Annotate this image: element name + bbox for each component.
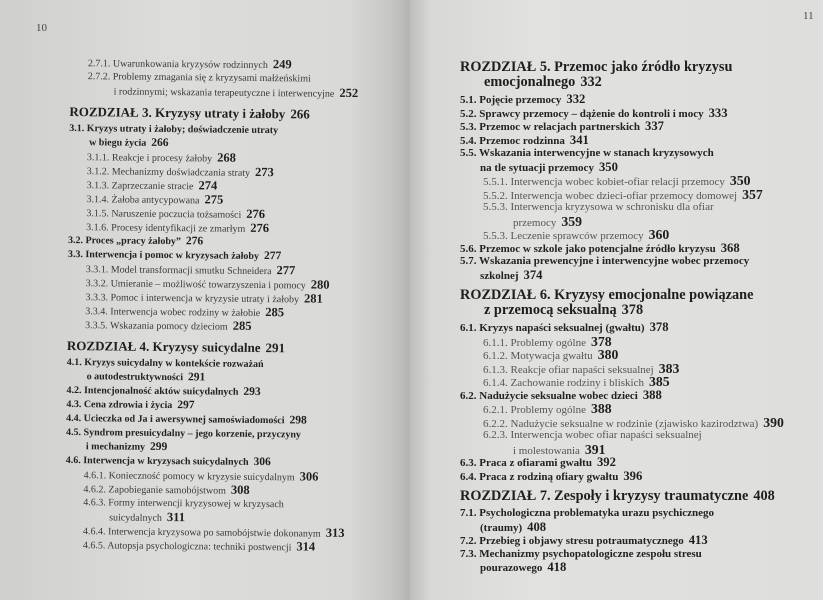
toc-line <box>460 255 784 269</box>
toc-entry-title: 4.4. Ucieczka od Ja i awersywnej samoświadomości <box>66 412 285 427</box>
toc-page-number: 408 <box>527 519 547 534</box>
toc-entry-title: (traumy) <box>480 521 523 534</box>
toc-entry-title: z przemocą seksualną <box>484 302 617 318</box>
toc-line <box>460 321 784 335</box>
toc-entry-title: ROZDZIAŁ 4. Kryzysy suicydalne <box>66 337 261 356</box>
toc-page-number: 274 <box>198 178 218 193</box>
toc-line <box>460 534 784 548</box>
toc-line <box>85 318 356 335</box>
toc-line <box>460 107 784 121</box>
toc-line <box>460 470 784 484</box>
toc-entry-title: 3.1.1. Reakcje i procesy żałoby <box>86 152 213 165</box>
toc-entry-title: 3.3. Interwencja i pomoc w kryzysach żałoby <box>67 248 260 262</box>
toc-page-number: 332 <box>580 74 602 90</box>
toc-page-number: 311 <box>166 510 186 525</box>
toc-page-number: 368 <box>720 240 740 255</box>
toc-line <box>460 548 784 562</box>
toc-line <box>483 443 784 457</box>
toc-entry-section <box>460 147 784 174</box>
right-page <box>410 0 823 600</box>
toc-entry-title: 2.7.2. Problemy zmagania się z kryzysami małżeńskimi <box>87 71 311 85</box>
toc-entry-title: 3.2. Proces „pracy żałoby” <box>68 234 181 248</box>
page-number-right: 11 <box>803 10 814 22</box>
toc-entry-section <box>460 507 784 534</box>
toc-entry-title: 7.3. Mechanizmy psychopatologiczne zespołu stresu <box>460 547 702 560</box>
toc-entry-title: 4.6.3. Formy interwencji kryzysowej w kryzysach <box>83 497 284 511</box>
toc-entry-title: 6.2.3. Interwencja wobec ofiar napaści seksualnej <box>483 429 702 441</box>
toc-entry-title: 6.1.1. Problemy ogólne <box>483 336 586 349</box>
toc-entry-title: przemocy <box>513 216 557 229</box>
toc-page-number: 396 <box>623 468 643 483</box>
toc-line <box>483 375 784 389</box>
toc-entry-sub <box>460 416 784 430</box>
toc-line <box>460 60 784 75</box>
toc-page-number: 306 <box>253 455 271 469</box>
toc-entry-section <box>460 321 784 335</box>
toc-entry-sub <box>460 429 784 456</box>
toc-page-number: 252 <box>339 85 359 101</box>
toc-entry-title: 3.1.2. Mechanizmy doświadczania straty <box>86 166 251 179</box>
toc-entry-title: na tle sytuacji przemocy <box>480 161 594 174</box>
toc-line <box>460 147 784 161</box>
toc-entry-sub <box>460 228 784 242</box>
toc-page-number: 333 <box>708 105 728 120</box>
toc-line <box>460 561 784 575</box>
toc-page-number: 378 <box>649 320 669 334</box>
toc-page-number: 392 <box>596 455 616 469</box>
toc-entry-title: 4.6.4. Interwencja kryzysowa po samobójstwie dokonanym <box>82 526 321 540</box>
toc-line <box>460 288 784 303</box>
toc-line <box>460 75 784 90</box>
toc-entry-sub <box>460 188 784 202</box>
toc-entry-title: emocjonalnego <box>484 74 576 90</box>
toc-entry-section <box>460 93 784 107</box>
toc-page-number: 388 <box>590 401 612 416</box>
toc-entry-title: 5.5.2. Interwencja wobec dzieci-ofiar przemocy domowej <box>483 189 738 202</box>
toc-page-number: 408 <box>753 488 775 504</box>
toc-entry-sub <box>460 402 784 416</box>
toc-page-number: 350 <box>598 159 618 174</box>
toc-page-number: 268 <box>217 150 237 165</box>
toc-entry-title: 4.3. Cena zdrowia i życia <box>66 398 173 412</box>
toc-page-number: 418 <box>547 560 567 574</box>
toc-entry-title: 3.1.4. Żałoba antycypowana <box>86 194 200 207</box>
toc-entry-title: i rodzinnymi; wskazania terapeutyczne i interwencyjne <box>113 86 335 100</box>
toc-entry-title: 3.3.4. Interwencja wobec rodziny w żałobie <box>85 306 261 320</box>
toc-line <box>460 134 784 148</box>
toc-line <box>483 201 784 215</box>
toc-page-number: 314 <box>296 539 316 554</box>
toc-page-number: 359 <box>561 213 582 229</box>
toc-entry-sub <box>460 201 784 228</box>
toc-line <box>460 269 784 283</box>
toc-page-number: 266 <box>151 136 169 150</box>
toc-entry-title: ROZDZIAŁ 6. Kryzysy emocjonalne powiązane <box>460 287 754 303</box>
toc-page-number: 285 <box>232 318 252 333</box>
toc-line <box>460 521 784 535</box>
toc-page-number: 277 <box>263 250 282 263</box>
toc-line <box>460 93 784 107</box>
toc-entry-section <box>69 122 358 153</box>
toc-page-number: 380 <box>597 347 619 362</box>
toc-entry-title: 5.5. Wskazania interwencyjne w stanach kryzysowych <box>460 147 714 159</box>
left-page <box>0 0 410 600</box>
toc-entry-title: 4.5. Syndrom presuicydalny – jego korzenie, przyczyny <box>65 426 302 441</box>
toc-entry-chapter <box>460 288 784 318</box>
toc-page-number: 313 <box>325 525 345 540</box>
toc-page-number: 306 <box>299 469 319 484</box>
toc-entry-title: 5.5.3. Interwencja kryzysowa w schronisku dla ofiar <box>483 201 714 213</box>
toc-entry-title: w biegu życia <box>89 137 147 149</box>
page-number-left: 10 <box>36 22 47 34</box>
toc-entry-section <box>460 389 784 403</box>
toc-entry-title: 3.3.5. Wskazania pomocy dzieciom <box>85 320 228 333</box>
toc-line <box>88 84 359 101</box>
toc-entry-sub <box>70 70 359 101</box>
toc-entry-title: 4.6.1. Konieczność pomocy w kryzysie suicydalnym <box>83 470 295 484</box>
toc-entry-title: 6.4. Praca z rodziną ofiary gwałtu <box>460 470 619 483</box>
toc-line <box>483 416 784 430</box>
toc-list-left <box>65 56 359 555</box>
toc-entry-chapter <box>460 60 784 90</box>
toc-entry-title: 6.2.1. Problemy ogólne <box>483 404 586 416</box>
toc-list-right <box>460 60 784 575</box>
toc-page-number: 390 <box>763 414 784 430</box>
toc-entry-title: 4.1. Kryzys suicydalny w kontekście rozważań <box>66 356 264 371</box>
toc-entry-chapter <box>67 338 356 356</box>
toc-page-number: 308 <box>230 482 250 497</box>
toc-page-number: 276 <box>250 220 270 236</box>
toc-entry-title: 2.7.1. Uwarunkowania kryzysów rodzinnych <box>87 58 268 72</box>
toc-page-number: 297 <box>177 399 195 412</box>
toc-entry-title: 5.2. Sprawcy przemocy – dążenie do kontroli i mocy <box>460 107 704 120</box>
toc-entry-title: 3.1.3. Zaprzeczanie stracie <box>86 180 194 193</box>
toc-line <box>483 402 784 416</box>
toc-line <box>460 489 784 504</box>
toc-line <box>483 188 784 202</box>
toc-page-number: 281 <box>303 291 323 306</box>
toc-line <box>460 303 784 318</box>
toc-page-number: 298 <box>289 414 307 427</box>
toc-entry-title: o autodestruktywności <box>86 371 184 384</box>
toc-entry-title: 6.1.2. Motywacja gwałtu <box>483 350 593 362</box>
toc-entry-title: 7.1. Psychologiczna problematyka urazu psychicznego <box>460 507 715 519</box>
toc-entry-chapter <box>460 489 784 504</box>
toc-entry-title: 3.1.6. Procesy identyfikacji ze zmarłym <box>86 222 246 235</box>
toc-entry-chapter <box>69 104 358 122</box>
toc-entry-title: 6.1. Kryzys napaści seksualnej (gwałtu) <box>460 322 645 334</box>
toc-entry-title: 6.3. Praca z ofiarami gwałtu <box>460 457 592 469</box>
toc-entry-title: 5.3. Przemoc w relacjach partnerskich <box>460 121 641 133</box>
toc-line <box>460 389 784 403</box>
toc-line <box>483 362 784 376</box>
toc-page-number: 277 <box>276 263 296 278</box>
toc-entry-sub <box>460 348 784 362</box>
toc-entry-section <box>460 470 784 484</box>
toc-page-number: 249 <box>272 57 292 72</box>
toc-entry-section <box>460 255 784 282</box>
toc-line <box>483 228 784 242</box>
toc-entry-sub <box>460 362 784 376</box>
toc-line <box>460 120 784 134</box>
toc-page-number: 341 <box>569 132 589 147</box>
toc-entry-title: 3.1.5. Naruszenie poczucia tożsamości <box>86 208 242 221</box>
toc-page-number: 273 <box>255 164 274 180</box>
toc-entry-title: 3.3.3. Pomoc i interwencja w kryzysie utraty i żałoby <box>85 292 300 306</box>
toc-page-number: 350 <box>729 173 751 188</box>
toc-page-number: 293 <box>243 385 261 399</box>
toc-page-number: 276 <box>246 206 266 222</box>
toc-line <box>483 348 784 362</box>
toc-entry-title: suicydalnych <box>109 512 162 524</box>
toc-entry-title: 3.1. Kryzys utraty i żałoby; doświadczenie utraty <box>69 122 279 137</box>
toc-entry-title: 4.6.5. Autopsja psychologiczna: techniki postwencji <box>82 540 292 554</box>
toc-page-number: 299 <box>150 440 168 454</box>
toc-entry-title: ROZDZIAŁ 7. Zespoły i kryzysy traumatyczne <box>460 488 749 504</box>
toc-line <box>460 507 784 521</box>
toc-page-number: 275 <box>204 192 224 207</box>
toc-entry-title: 7.2. Przebieg i objawy stresu potraumatycznego <box>460 535 684 547</box>
toc-entry-title: 3.3.2. Umieranie – możliwość towarzyszenia i pomocy <box>85 278 306 292</box>
toc-entry-section <box>460 548 784 575</box>
toc-entry-section <box>67 356 356 387</box>
toc-entry-title: 4.6. Interwencja w kryzysach suicydalnych <box>65 454 249 468</box>
toc-page-number: 332 <box>566 92 586 106</box>
toc-page-number: 378 <box>590 333 612 349</box>
toc-entry-title: 6.1.4. Zachowanie rodziny i bliskich <box>483 377 644 389</box>
toc-entry-title: 5.5.1. Interwencja wobec kobiet-ofiar relacji przemocy <box>483 176 725 188</box>
toc-entry-title: i molestowania <box>513 444 580 457</box>
toc-page-number: 360 <box>648 227 670 242</box>
toc-entry-section <box>460 107 784 121</box>
toc-entry-title: 6.2.2. Nadużycie seksualne w rodzinie (zjawisko kazirodztwa) <box>483 417 759 430</box>
toc-page-number: 276 <box>185 235 204 248</box>
toc-line <box>483 215 784 229</box>
toc-page-number: 285 <box>265 305 285 320</box>
toc-page-number: 413 <box>688 533 708 547</box>
toc-page-number: 385 <box>649 374 670 389</box>
toc-entry-title: 6.1.3. Reakcje ofiar napaści seksualnej <box>483 363 654 376</box>
toc-entry-title: pourazowego <box>480 562 543 574</box>
toc-entry-title: 6.2. Nadużycie seksualne wobec dzieci <box>460 389 638 402</box>
toc-entry-title: 5.7. Wskazania prewencyjne i interwencyjne wobec przemocy <box>460 255 750 267</box>
toc-entry-title: 5.5.3. Leczenie sprawców przemocy <box>483 230 644 242</box>
toc-entry-title: 3.3.1. Model transformacji smutku Schneidera <box>85 264 272 278</box>
toc-entry-title: ROZDZIAŁ 3. Kryzysy utraty i żałoby <box>69 103 286 122</box>
toc-line <box>460 242 784 256</box>
toc-entry-section <box>460 456 784 470</box>
toc-entry-title: ROZDZIAŁ 5. Przemoc jako źródło kryzysu <box>460 59 733 75</box>
toc-entry-title: 5.1. Pojęcie przemocy <box>460 94 562 106</box>
toc-entry-title: 4.2. Intencjonalność aktów suicydalnych <box>66 384 239 398</box>
toc-entry-section <box>460 242 784 256</box>
toc-entry-sub <box>460 174 784 188</box>
toc-entry-title: szkolnej <box>480 269 519 282</box>
toc-page-number: 374 <box>523 267 543 282</box>
toc-page-number: 337 <box>645 119 664 133</box>
toc-entry-section <box>460 534 784 548</box>
toc-entry-sub <box>460 335 784 349</box>
toc-entry-section <box>460 120 784 134</box>
toc-line <box>483 174 784 188</box>
toc-entry-sub <box>65 496 354 527</box>
toc-page-number: 388 <box>642 387 662 402</box>
toc-line <box>460 161 784 175</box>
toc-page-number: 266 <box>290 106 310 122</box>
toc-page-number: 291 <box>187 371 206 384</box>
toc-page-number: 378 <box>621 302 644 318</box>
toc-line <box>483 335 784 349</box>
toc-line <box>83 538 354 555</box>
toc-line <box>67 338 356 356</box>
toc-page-number: 291 <box>265 340 286 356</box>
toc-entry-title: 5.6. Przemoc w szkole jako potencjalne źródło kryzysu <box>460 242 716 255</box>
toc-line <box>460 456 784 470</box>
toc-entry-section <box>460 134 784 148</box>
toc-line <box>483 429 784 443</box>
toc-entry-title: 4.6.2. Zapobieganie samobójstwom <box>83 484 226 497</box>
toc-page-number: 391 <box>584 441 606 457</box>
toc-entry-sub <box>460 375 784 389</box>
toc-entry-section <box>66 426 355 457</box>
toc-page-number: 280 <box>310 277 330 292</box>
toc-line <box>69 104 358 122</box>
toc-page-number: 383 <box>658 360 680 376</box>
toc-entry-sub <box>65 538 354 555</box>
toc-page-number: 357 <box>742 186 763 202</box>
toc-entry-title: 5.4. Przemoc rodzinna <box>460 134 565 147</box>
toc-entry-title: i mechanizmy <box>85 441 146 453</box>
toc-entry-sub <box>67 318 356 335</box>
